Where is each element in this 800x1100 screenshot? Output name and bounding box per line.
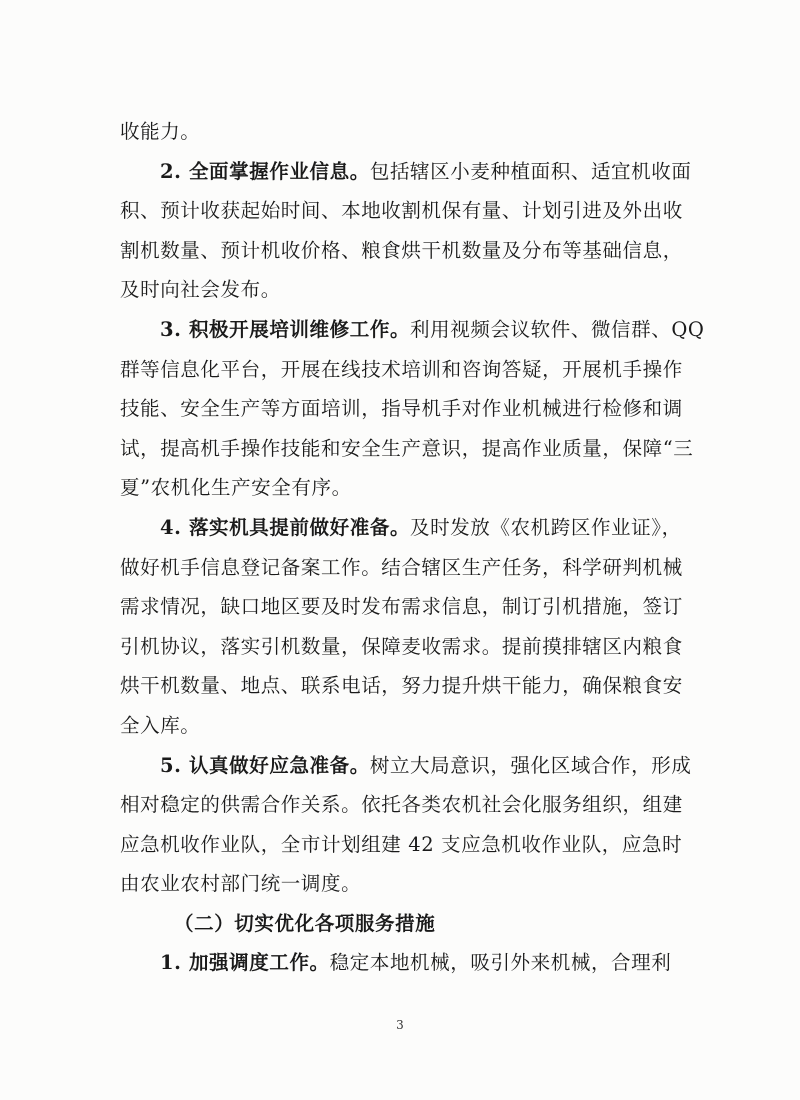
text-line: 包括辖区小麦种植面积、适宜机收面 bbox=[369, 159, 692, 183]
page-number: 3 bbox=[396, 1018, 404, 1032]
list-item-5 bbox=[120, 746, 690, 786]
item-lead: 4. 落实机具提前做好准备。 bbox=[160, 515, 411, 539]
text-line: 需求情况，缺口地区要及时发布需求信息，制订引机措施，签订 bbox=[120, 595, 683, 619]
section-heading: （二）切实优化各项服务措施 bbox=[174, 911, 436, 935]
list-item-2 bbox=[120, 152, 690, 192]
text-line: 群等信息化平台，开展在线技术培训和咨询答疑，开展机手操作 bbox=[120, 357, 683, 381]
text-line: 相对稳定的供需合作关系。依托各类农机社会化服务组织，组建 bbox=[120, 793, 683, 817]
list-item-1 bbox=[120, 943, 690, 983]
text-line: 引机协议，落实引机数量，保障麦收需求。提前摸排辖区内粮食 bbox=[120, 634, 683, 658]
item-lead: 2. 全面掌握作业信息。 bbox=[160, 159, 370, 183]
text-line: 及时向社会发布。 bbox=[120, 278, 281, 302]
text-line: 稳定本地机械，吸引外来机械，合理利 bbox=[329, 951, 672, 975]
item-lead: 5. 认真做好应急准备。 bbox=[160, 753, 370, 777]
list-item-4 bbox=[120, 508, 690, 548]
text-line: 夏”农机化生产安全有序。 bbox=[120, 476, 352, 500]
text-line: 应急机收作业队，全市计划组建 42 支应急机收作业队，应急时 bbox=[120, 832, 683, 856]
text-line: 及时发放《农机跨区作业证》， bbox=[410, 515, 682, 539]
text-line: 技能、安全生产等方面培训，指导机手对作业机械进行检修和调 bbox=[120, 397, 683, 421]
text-line: 树立大局意识，强化区域合作，形成 bbox=[369, 753, 692, 777]
text-line: 收能力。 bbox=[120, 120, 201, 143]
item-lead: 3. 积极开展培训维修工作。 bbox=[160, 317, 411, 341]
text-line: 烘干机数量、地点、联系电话，努力提升烘干能力，确保粮食安 bbox=[120, 674, 683, 698]
body-text bbox=[120, 112, 705, 983]
text-line: 做好机手信息登记备案工作。结合辖区生产任务，科学研判机械 bbox=[120, 555, 683, 579]
text-line: 试，提高机手操作技能和安全生产意识，提高作业质量，保障“三 bbox=[120, 436, 694, 460]
text-line: 割机数量、预计机收价格、粮食烘干机数量及分布等基础信息， bbox=[120, 238, 683, 262]
item-lead: 1. 加强调度工作。 bbox=[160, 951, 330, 975]
text-line: 由农业农村部门统一调度。 bbox=[120, 872, 362, 896]
text-line: 利用视频会议软件、微信群、QQ bbox=[410, 317, 705, 341]
list-item-3 bbox=[120, 310, 705, 350]
text-line: 积、预计收获起始时间、本地收割机保有量、计划引进及外出收 bbox=[120, 199, 683, 223]
text-line: 全入库。 bbox=[120, 713, 201, 737]
